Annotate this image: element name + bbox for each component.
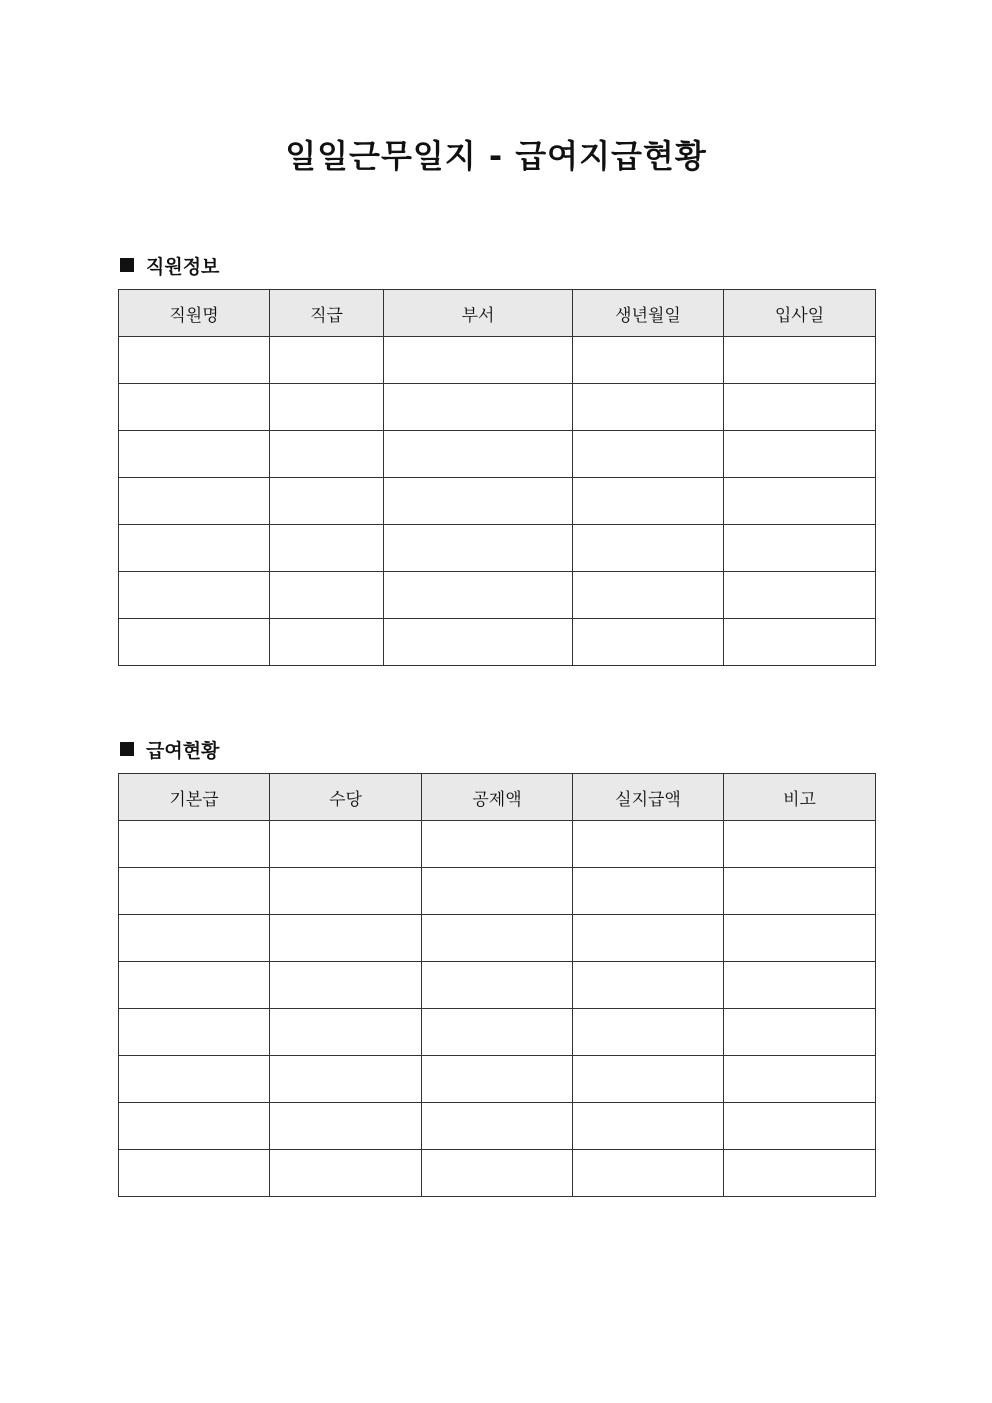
table-cell[interactable]: [724, 1056, 876, 1103]
table-cell[interactable]: [573, 478, 724, 525]
table-cell[interactable]: [724, 1009, 876, 1056]
table-cell[interactable]: [422, 1056, 573, 1103]
table-cell[interactable]: [573, 1150, 724, 1197]
table-cell[interactable]: [724, 431, 876, 478]
table-cell[interactable]: [573, 1056, 724, 1103]
table-cell[interactable]: [573, 915, 724, 962]
table-cell[interactable]: [384, 337, 573, 384]
table-cell[interactable]: [270, 915, 422, 962]
table-cell[interactable]: [573, 821, 724, 868]
table-row: [119, 478, 876, 525]
column-header-deduction: 공제액: [422, 774, 573, 821]
table-cell[interactable]: [384, 525, 573, 572]
table-cell[interactable]: [270, 1150, 422, 1197]
column-header-base-pay: 기본급: [119, 774, 270, 821]
table-cell[interactable]: [422, 962, 573, 1009]
table-cell[interactable]: [573, 962, 724, 1009]
table-row: [119, 525, 876, 572]
table-cell[interactable]: [119, 821, 270, 868]
table-cell[interactable]: [270, 478, 384, 525]
table-cell[interactable]: [270, 821, 422, 868]
column-header-name: 직원명: [119, 290, 270, 337]
table-cell[interactable]: [724, 821, 876, 868]
table-cell[interactable]: [573, 384, 724, 431]
table-cell[interactable]: [270, 962, 422, 1009]
table-row: [119, 915, 876, 962]
table-cell[interactable]: [270, 572, 384, 619]
column-header-rank: 직급: [270, 290, 384, 337]
table-cell[interactable]: [573, 1009, 724, 1056]
table-cell[interactable]: [119, 478, 270, 525]
table-row: [119, 384, 876, 431]
table-header-row: [119, 290, 876, 337]
table-cell[interactable]: [119, 1056, 270, 1103]
table-cell[interactable]: [119, 915, 270, 962]
table-cell[interactable]: [724, 915, 876, 962]
staff-section-heading: [120, 252, 219, 278]
table-row: [119, 337, 876, 384]
table-cell[interactable]: [119, 868, 270, 915]
table-cell[interactable]: [270, 868, 422, 915]
table-cell[interactable]: [270, 337, 384, 384]
table-cell[interactable]: [422, 915, 573, 962]
table-cell[interactable]: [384, 478, 573, 525]
staff-table-body: [119, 337, 876, 666]
column-header-allowance: 수당: [270, 774, 422, 821]
table-cell[interactable]: [119, 431, 270, 478]
table-cell[interactable]: [724, 572, 876, 619]
table-row: [119, 1150, 876, 1197]
table-cell[interactable]: [119, 337, 270, 384]
pay-status-table: [118, 773, 876, 1197]
table-cell[interactable]: [573, 431, 724, 478]
table-cell[interactable]: [422, 1009, 573, 1056]
table-cell[interactable]: [724, 1103, 876, 1150]
table-header-row: [119, 774, 876, 821]
column-header-net-pay: 실지급액: [573, 774, 724, 821]
staff-section-title: 직원정보: [146, 255, 220, 278]
table-row: [119, 962, 876, 1009]
table-cell[interactable]: [119, 384, 270, 431]
column-header-birthdate: 생년월일: [573, 290, 724, 337]
table-row: [119, 572, 876, 619]
table-row: [119, 1056, 876, 1103]
table-cell[interactable]: [384, 619, 573, 666]
table-cell[interactable]: [422, 868, 573, 915]
table-row: [119, 619, 876, 666]
table-cell[interactable]: [422, 821, 573, 868]
table-cell[interactable]: [724, 962, 876, 1009]
table-row: [119, 1103, 876, 1150]
table-cell[interactable]: [270, 431, 384, 478]
pay-table-body: [119, 821, 876, 1197]
table-cell[interactable]: [270, 1056, 422, 1103]
column-header-department: 부서: [384, 290, 573, 337]
table-cell[interactable]: [270, 1009, 422, 1056]
square-bullet-icon: [120, 742, 134, 756]
table-cell[interactable]: [119, 619, 270, 666]
table-cell[interactable]: [384, 572, 573, 619]
table-cell[interactable]: [384, 384, 573, 431]
table-cell[interactable]: [119, 1009, 270, 1056]
table-cell[interactable]: [724, 384, 876, 431]
table-cell[interactable]: [573, 868, 724, 915]
table-row: [119, 1009, 876, 1056]
table-cell[interactable]: [724, 868, 876, 915]
table-cell[interactable]: [573, 572, 724, 619]
pay-section-heading: [120, 736, 219, 762]
table-cell[interactable]: [270, 525, 384, 572]
table-cell[interactable]: [724, 1150, 876, 1197]
table-cell[interactable]: [724, 337, 876, 384]
table-cell[interactable]: [724, 478, 876, 525]
document-title: 일일근무일지 - 급여지급현황: [285, 137, 707, 175]
table-row: [119, 431, 876, 478]
table-cell[interactable]: [119, 525, 270, 572]
staff-info-table: [118, 289, 876, 666]
table-row: [119, 868, 876, 915]
table-cell[interactable]: [119, 572, 270, 619]
table-cell[interactable]: [422, 1103, 573, 1150]
table-cell[interactable]: [724, 525, 876, 572]
pay-section-title: 급여현황: [146, 739, 220, 762]
table-cell[interactable]: [119, 1103, 270, 1150]
table-cell[interactable]: [119, 962, 270, 1009]
table-cell[interactable]: [724, 619, 876, 666]
table-cell[interactable]: [119, 1150, 270, 1197]
table-cell[interactable]: [422, 1150, 573, 1197]
table-cell[interactable]: [573, 525, 724, 572]
column-header-hire-date: 입사일: [724, 290, 876, 337]
table-cell[interactable]: [573, 619, 724, 666]
column-header-remarks: 비고: [724, 774, 876, 821]
table-cell[interactable]: [573, 1103, 724, 1150]
table-cell[interactable]: [573, 337, 724, 384]
square-bullet-icon: [120, 258, 134, 272]
table-cell[interactable]: [384, 431, 573, 478]
table-cell[interactable]: [270, 384, 384, 431]
table-row: [119, 821, 876, 868]
table-cell[interactable]: [270, 619, 384, 666]
table-cell[interactable]: [270, 1103, 422, 1150]
